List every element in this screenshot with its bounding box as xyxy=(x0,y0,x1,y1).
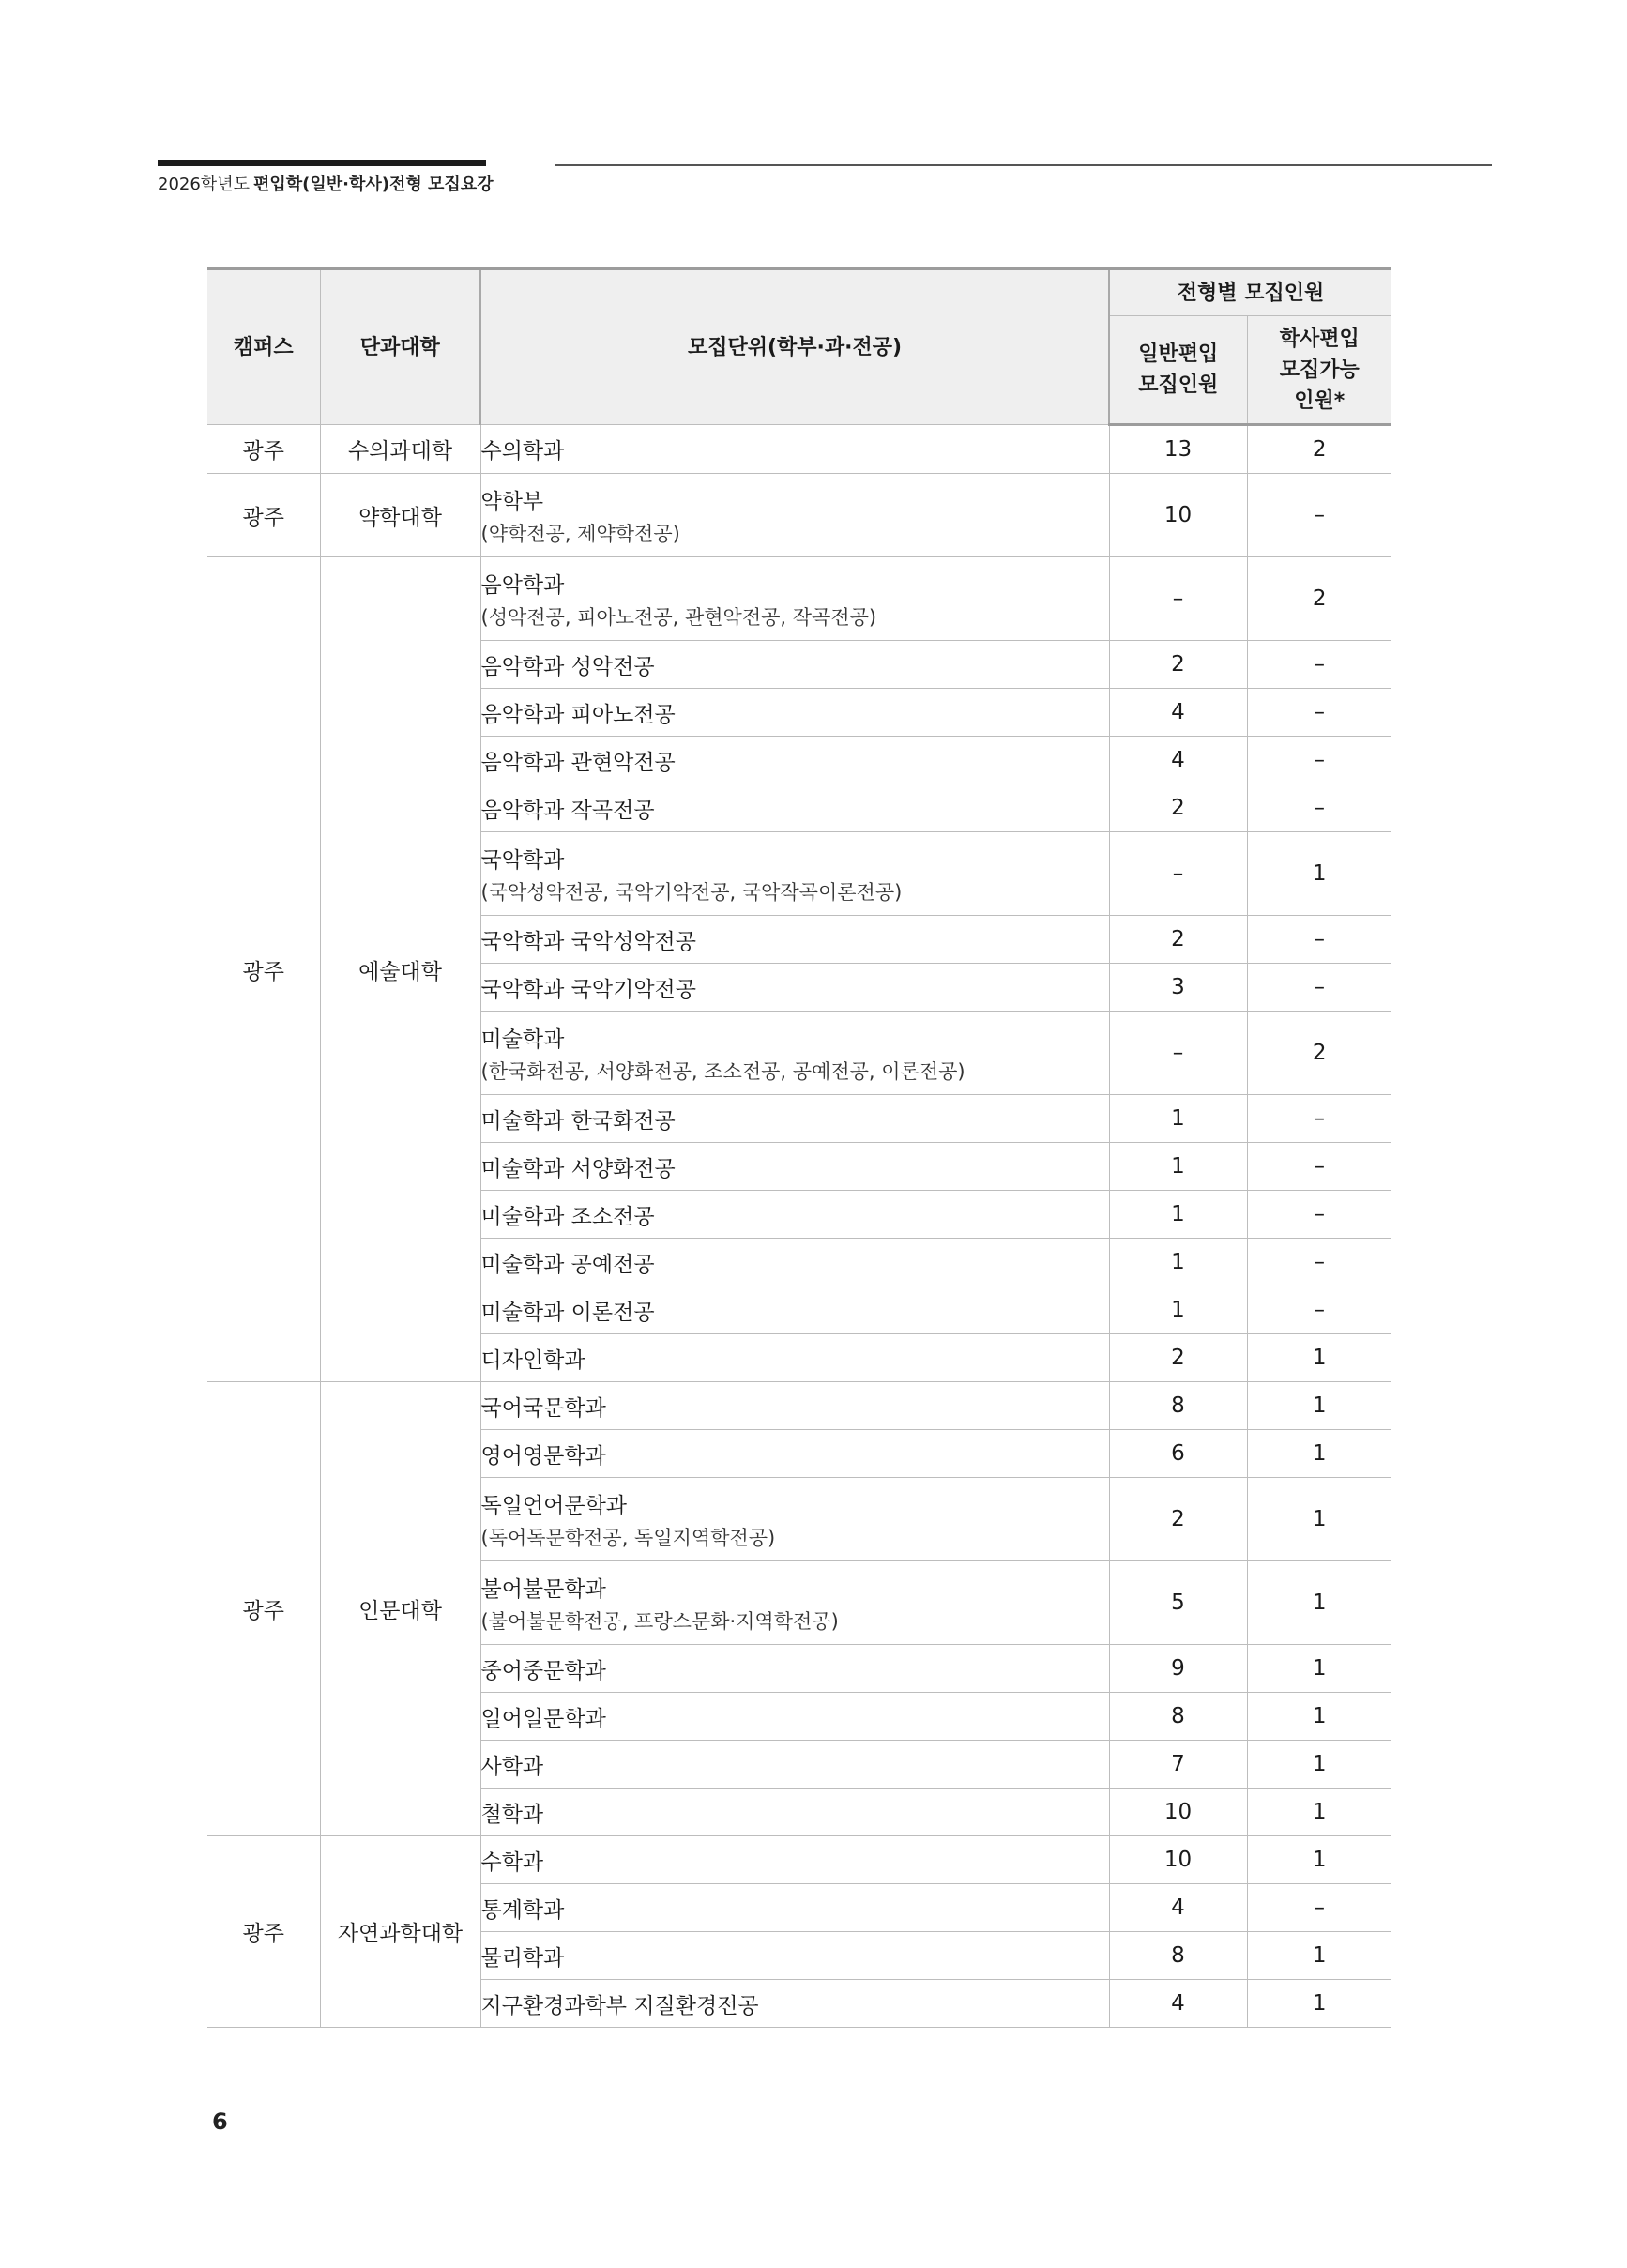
unit-cell xyxy=(480,1741,1109,1789)
unit-cell xyxy=(480,1645,1109,1693)
general-quota-cell: 8 xyxy=(1109,1693,1247,1741)
unit-cell xyxy=(480,916,1109,964)
bachelor-quota-cell: – xyxy=(1247,737,1391,784)
general-quota-cell: 4 xyxy=(1109,1884,1247,1932)
unit-cell xyxy=(480,1430,1109,1478)
general-quota-cell: 2 xyxy=(1109,1478,1247,1561)
general-quota-cell: 9 xyxy=(1109,1645,1247,1693)
campus-cell: 광주 xyxy=(207,557,320,1382)
unit-cell xyxy=(480,784,1109,832)
unit-name: 국악학과 xyxy=(480,847,565,873)
unit-cell xyxy=(480,964,1109,1012)
running-header xyxy=(158,171,494,195)
unit-name: 음악학과 작곡전공 xyxy=(480,798,655,823)
campus-cell: 광주 xyxy=(207,425,320,474)
unit-majors: (불어불문학전공, 프랑스문화·지역학전공) xyxy=(480,1609,839,1633)
bachelor-quota-cell: 1 xyxy=(1247,1693,1391,1741)
general-quota-cell: 6 xyxy=(1109,1430,1247,1478)
unit-name: 미술학과 서양화전공 xyxy=(480,1156,676,1181)
bachelor-quota-cell: 1 xyxy=(1247,1836,1391,1884)
bachelor-quota-cell: 1 xyxy=(1247,1478,1391,1561)
unit-majors: (한국화전공, 서양화전공, 조소전공, 공예전공, 이론전공) xyxy=(480,1059,966,1083)
unit-cell xyxy=(480,1012,1109,1095)
unit-name: 음악학과 피아노전공 xyxy=(480,702,676,727)
general-quota-cell: 1 xyxy=(1109,1143,1247,1191)
bachelor-quota-cell: – xyxy=(1247,1143,1391,1191)
unit-cell xyxy=(480,1789,1109,1836)
unit-cell xyxy=(480,1334,1109,1382)
campus-cell: 광주 xyxy=(207,1836,320,2028)
unit-cell xyxy=(480,1932,1109,1980)
bachelor-quota-cell: – xyxy=(1247,1884,1391,1932)
bachelor-quota-cell: 1 xyxy=(1247,1430,1391,1478)
unit-majors: (국악성악전공, 국악기악전공, 국악작곡이론전공) xyxy=(480,880,903,904)
unit-cell xyxy=(480,1143,1109,1191)
general-quota-cell: 3 xyxy=(1109,964,1247,1012)
general-quota-cell: 1 xyxy=(1109,1191,1247,1239)
unit-cell xyxy=(480,1836,1109,1884)
table-row xyxy=(207,474,1391,557)
bachelor-quota-cell: 1 xyxy=(1247,1932,1391,1980)
unit-name: 물리학과 xyxy=(480,1945,565,1971)
general-quota-cell: 1 xyxy=(1109,1286,1247,1334)
unit-name: 영어영문학과 xyxy=(480,1443,606,1469)
unit-cell xyxy=(480,557,1109,641)
bachelor-quota-cell: 1 xyxy=(1247,1789,1391,1836)
bachelor-quota-cell: – xyxy=(1247,474,1391,557)
general-quota-cell: 7 xyxy=(1109,1741,1247,1789)
general-quota-cell: 1 xyxy=(1109,1095,1247,1143)
general-quota-cell: 4 xyxy=(1109,1980,1247,2028)
header-bachelor: 학사편입 모집가능 인원* xyxy=(1247,316,1391,425)
unit-majors: (성악전공, 피아노전공, 관현악전공, 작곡전공) xyxy=(480,605,877,629)
table-row xyxy=(207,425,1391,474)
unit-cell xyxy=(480,641,1109,689)
unit-name: 디자인학과 xyxy=(480,1347,585,1373)
unit-cell xyxy=(480,1478,1109,1561)
bachelor-quota-cell: 1 xyxy=(1247,832,1391,916)
unit-name: 음악학과 xyxy=(480,572,565,598)
college-cell: 예술대학 xyxy=(320,557,480,1382)
unit-cell xyxy=(480,1693,1109,1741)
unit-name: 음악학과 성악전공 xyxy=(480,654,655,679)
campus-cell: 광주 xyxy=(207,474,320,557)
unit-name: 미술학과 조소전공 xyxy=(480,1204,655,1229)
unit-name: 철학과 xyxy=(480,1802,544,1827)
unit-cell xyxy=(480,1980,1109,2028)
unit-cell xyxy=(480,1095,1109,1143)
header-accent-bar xyxy=(158,160,486,166)
unit-cell xyxy=(480,832,1109,916)
unit-name: 중어중문학과 xyxy=(480,1658,606,1683)
campus-cell: 광주 xyxy=(207,1382,320,1836)
unit-cell xyxy=(480,737,1109,784)
header-title: 편입학(일반·학사)전형 모집요강 xyxy=(252,175,494,194)
unit-name: 미술학과 공예전공 xyxy=(480,1252,655,1277)
bachelor-quota-cell: 1 xyxy=(1247,1645,1391,1693)
unit-majors: (독어독문학전공, 독일지역학전공) xyxy=(480,1526,776,1549)
header-year: 2026학년도 xyxy=(158,175,250,194)
bachelor-quota-cell: 1 xyxy=(1247,1980,1391,2028)
table-row xyxy=(207,1836,1391,1884)
general-quota-cell: 10 xyxy=(1109,474,1247,557)
general-quota-cell: 10 xyxy=(1109,1789,1247,1836)
college-cell: 수의과대학 xyxy=(320,425,480,474)
table-body xyxy=(207,425,1391,2028)
unit-name: 사학과 xyxy=(480,1754,544,1779)
bachelor-quota-cell: 1 xyxy=(1247,1561,1391,1645)
general-quota-cell: 2 xyxy=(1109,1334,1247,1382)
header-campus: 캠퍼스 xyxy=(207,269,320,425)
general-quota-cell: 2 xyxy=(1109,784,1247,832)
unit-name: 미술학과 한국화전공 xyxy=(480,1108,676,1134)
bachelor-quota-cell: 1 xyxy=(1247,1382,1391,1430)
general-quota-cell: 1 xyxy=(1109,1239,1247,1286)
unit-majors: (약학전공, 제약학전공) xyxy=(480,522,680,545)
bachelor-quota-cell: – xyxy=(1247,784,1391,832)
general-quota-cell: 4 xyxy=(1109,737,1247,784)
bachelor-quota-cell: – xyxy=(1247,689,1391,737)
general-quota-cell: – xyxy=(1109,1012,1247,1095)
unit-name: 국악학과 국악기악전공 xyxy=(480,977,696,1002)
unit-name: 음악학과 관현악전공 xyxy=(480,750,676,775)
bachelor-quota-cell: – xyxy=(1247,641,1391,689)
general-quota-cell: 10 xyxy=(1109,1836,1247,1884)
header-rule xyxy=(555,164,1492,166)
bachelor-quota-cell: 1 xyxy=(1247,1741,1391,1789)
general-quota-cell: 5 xyxy=(1109,1561,1247,1645)
page-number: 6 xyxy=(212,2108,228,2135)
unit-name: 국어국문학과 xyxy=(480,1395,606,1421)
unit-name: 불어불문학과 xyxy=(480,1576,606,1602)
bachelor-quota-cell: – xyxy=(1247,1239,1391,1286)
bachelor-quota-cell: – xyxy=(1247,916,1391,964)
general-quota-cell: 8 xyxy=(1109,1932,1247,1980)
table-row xyxy=(207,1382,1391,1430)
unit-name: 지구환경과학부 지질환경전공 xyxy=(480,1993,759,2018)
unit-name: 국악학과 국악성악전공 xyxy=(480,929,696,954)
general-quota-cell: 13 xyxy=(1109,425,1247,474)
unit-cell xyxy=(480,1191,1109,1239)
unit-name: 미술학과 xyxy=(480,1027,565,1052)
unit-cell xyxy=(480,474,1109,557)
bachelor-quota-cell: 2 xyxy=(1247,425,1391,474)
general-quota-cell: – xyxy=(1109,832,1247,916)
general-quota-cell: 4 xyxy=(1109,689,1247,737)
unit-name: 독일언어문학과 xyxy=(480,1493,628,1518)
unit-cell xyxy=(480,1884,1109,1932)
unit-name: 약학부 xyxy=(480,489,544,514)
general-quota-cell: 8 xyxy=(1109,1382,1247,1430)
bachelor-quota-cell: – xyxy=(1247,1191,1391,1239)
unit-cell xyxy=(480,1382,1109,1430)
bachelor-quota-cell: – xyxy=(1247,964,1391,1012)
unit-name: 수의학과 xyxy=(480,439,565,464)
table-row xyxy=(207,557,1391,641)
unit-name: 미술학과 이론전공 xyxy=(480,1300,655,1325)
bachelor-quota-cell: 2 xyxy=(1247,1012,1391,1095)
college-cell: 인문대학 xyxy=(320,1382,480,1836)
admissions-table xyxy=(207,267,1391,2028)
header-college: 단과대학 xyxy=(320,269,480,425)
unit-cell xyxy=(480,1286,1109,1334)
unit-cell xyxy=(480,1561,1109,1645)
bachelor-quota-cell: – xyxy=(1247,1286,1391,1334)
unit-name: 통계학과 xyxy=(480,1897,565,1923)
header-group: 전형별 모집인원 xyxy=(1109,269,1391,316)
college-cell: 자연과학대학 xyxy=(320,1836,480,2028)
header-general: 일반편입 모집인원 xyxy=(1109,316,1247,425)
bachelor-quota-cell: 1 xyxy=(1247,1334,1391,1382)
header-unit: 모집단위(학부·과·전공) xyxy=(480,269,1109,425)
unit-cell xyxy=(480,1239,1109,1286)
bachelor-quota-cell: – xyxy=(1247,1095,1391,1143)
unit-name: 수학과 xyxy=(480,1849,544,1875)
general-quota-cell: 2 xyxy=(1109,641,1247,689)
general-quota-cell: 2 xyxy=(1109,916,1247,964)
unit-name: 일어일문학과 xyxy=(480,1706,606,1731)
unit-cell xyxy=(480,425,1109,474)
unit-cell xyxy=(480,689,1109,737)
college-cell: 약학대학 xyxy=(320,474,480,557)
general-quota-cell: – xyxy=(1109,557,1247,641)
bachelor-quota-cell: 2 xyxy=(1247,557,1391,641)
